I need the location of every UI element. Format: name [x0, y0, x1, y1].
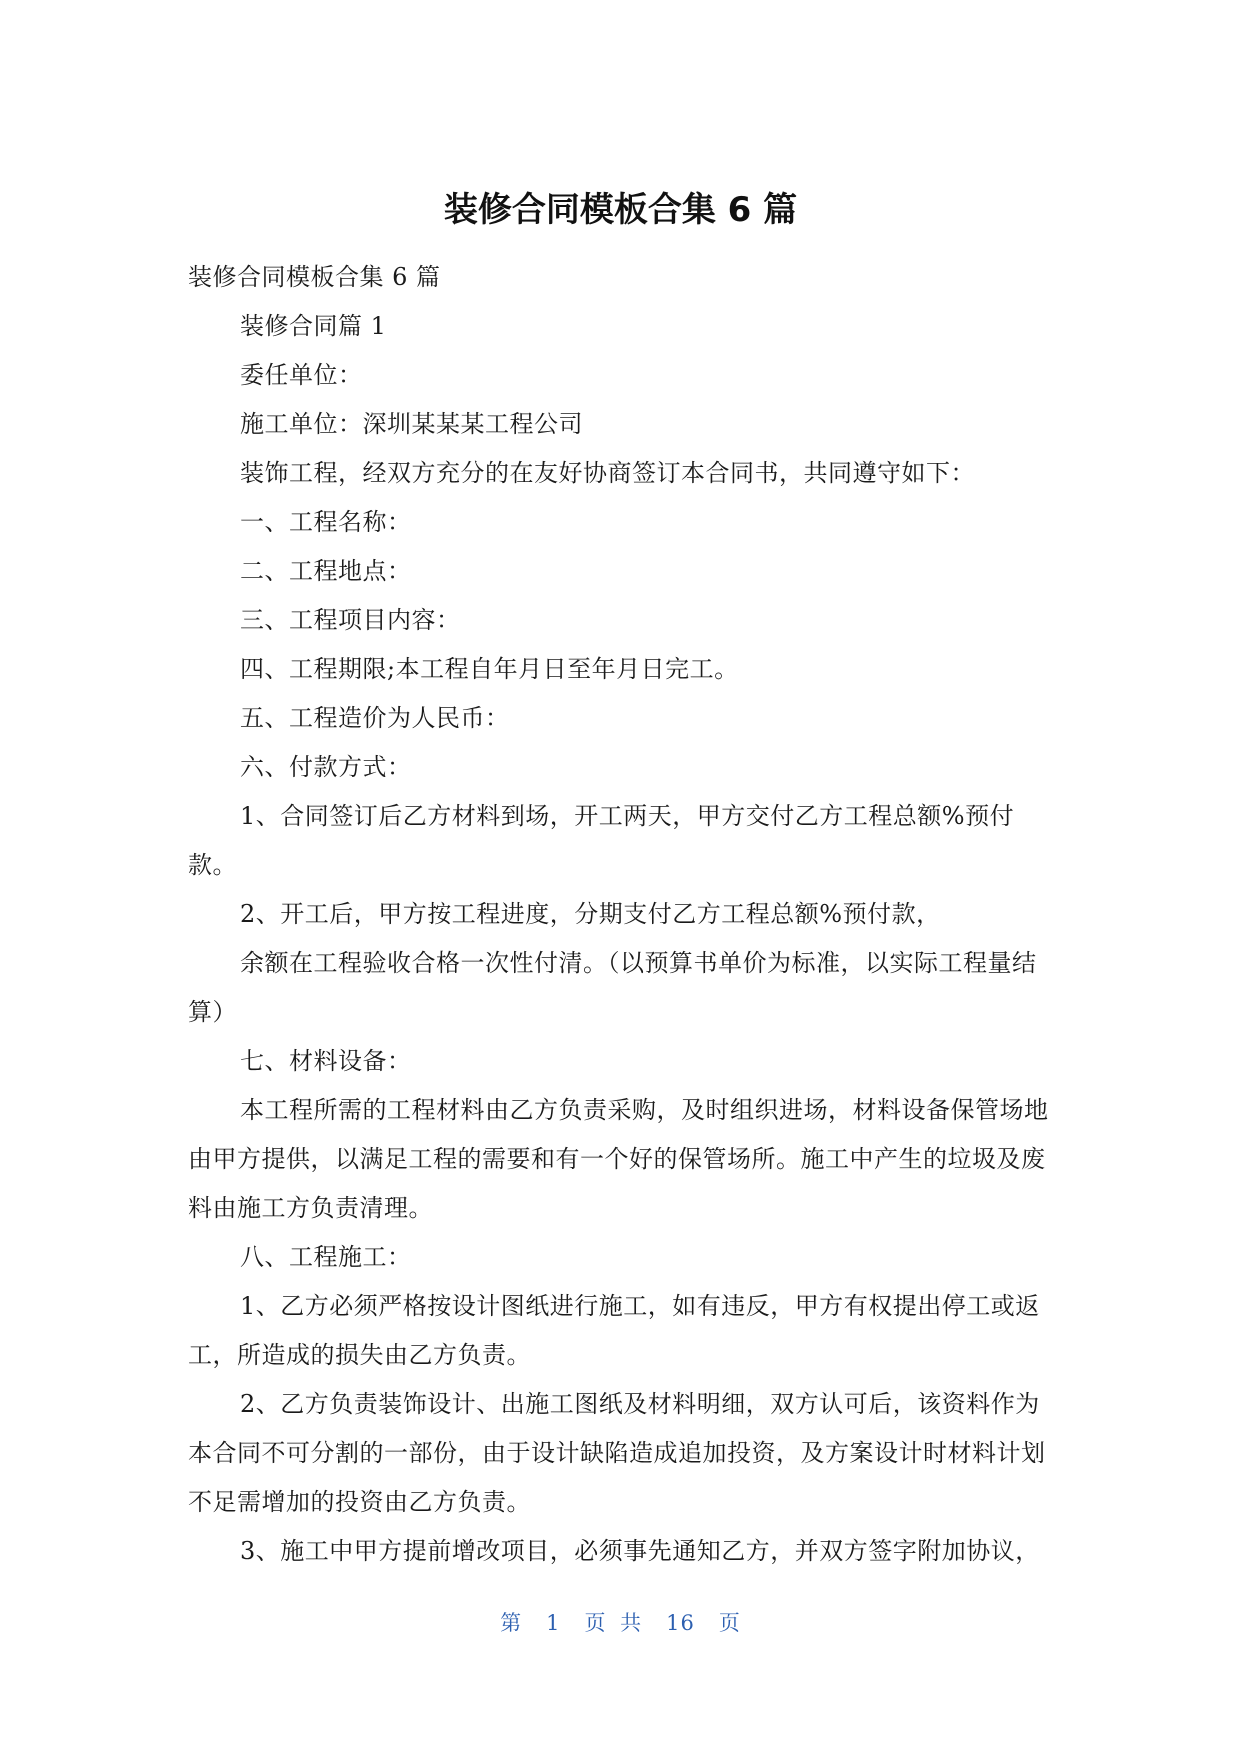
paragraph: 一、工程名称： — [240, 508, 412, 536]
paragraph: 本工程所需的工程材料由乙方负责采购，及时组织进场，材料设备保管场地由甲方提供，以满足工程的需要和有一个好的保管场所。施工中产生的垃圾及废料由施工方负责清理。 — [188, 1096, 1049, 1222]
paragraph: 八、工程施工： — [240, 1243, 412, 1271]
paragraph: 1、乙方必须严格按设计图纸进行施工，如有违反，甲方有权提出停工或返工，所造成的损失由乙方负责。 — [188, 1292, 1040, 1369]
footer-total-pages: 16 — [666, 1611, 695, 1635]
footer-label-of: 页 共 — [584, 1611, 643, 1635]
document-title: 装修合同模板合集 6 篇 — [443, 190, 798, 230]
paragraph: 施工单位：深圳某某某工程公司 — [240, 410, 583, 438]
paragraph: 1、合同签订后乙方材料到场，开工两天，甲方交付乙方工程总额%预付款。 — [188, 802, 1015, 879]
paragraph: 2、开工后，甲方按工程进度，分期支付乙方工程总额%预付款， — [240, 900, 941, 928]
paragraph: 三、工程项目内容： — [240, 606, 461, 634]
paragraph: 二、工程地点： — [240, 557, 412, 585]
paragraph: 2、乙方负责装饰设计、出施工图纸及材料明细，双方认可后，该资料作为本合同不可分割的一部份，由于设计缺陷造成追加投资，及方案设计时材料计划不足需增加的投资由乙方负责。 — [188, 1390, 1046, 1516]
page-footer — [0, 1608, 1241, 1638]
paragraph: 委任单位： — [240, 361, 363, 389]
document-body — [188, 253, 1058, 1576]
paragraph: 3、施工中甲方提前增改项目，必须事先通知乙方，并双方签字附加协议， — [240, 1537, 1040, 1565]
paragraph: 七、材料设备： — [240, 1047, 412, 1075]
paragraph: 五、工程造价为人民币： — [240, 704, 510, 732]
paragraph: 装修合同篇 1 — [240, 312, 387, 340]
paragraph: 六、付款方式： — [240, 753, 412, 781]
footer-current-page: 1 — [546, 1611, 561, 1635]
paragraph: 四、工程期限;本工程自年月日至年月日完工。 — [240, 655, 739, 683]
footer-label-end: 页 — [718, 1611, 741, 1635]
footer-label-page: 第 — [500, 1611, 523, 1635]
paragraph: 余额在工程验收合格一次性付清。（以预算书单价为标准，以实际工程量结算） — [188, 949, 1037, 1026]
paragraph: 装修合同模板合集 6 篇 — [188, 263, 441, 291]
paragraph: 装饰工程，经双方充分的在友好协商签订本合同书，共同遵守如下： — [240, 459, 975, 487]
